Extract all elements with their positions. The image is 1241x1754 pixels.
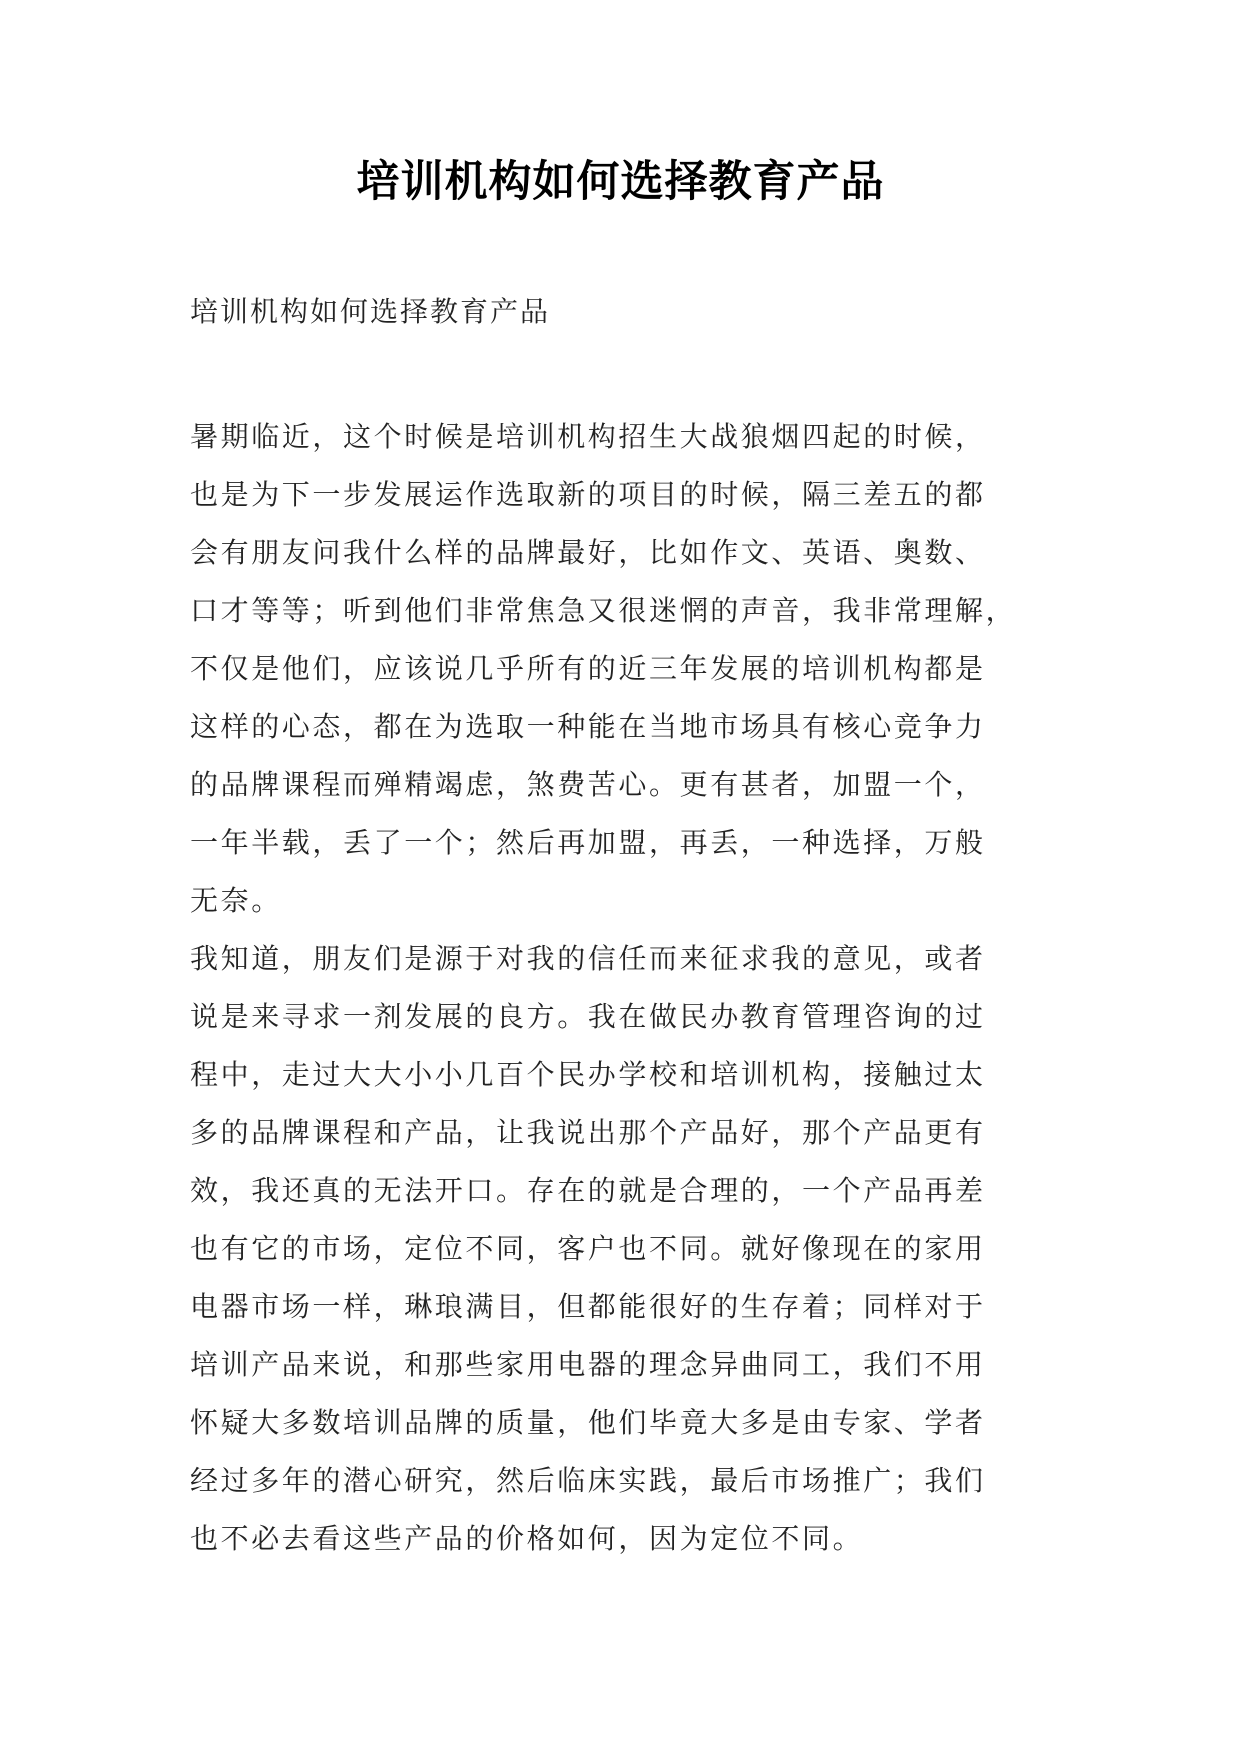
text-line: 电器市场一样，琳琅满目，但都能很好的生存着；同样对于 <box>190 1290 986 1323</box>
text-line: 无奈。 <box>190 884 282 917</box>
paragraph-2 <box>190 930 1070 1568</box>
text-line: 经过多年的潜心研究，然后临床实践，最后市场推广；我们 <box>190 1464 986 1497</box>
text-line: 培训产品来说，和那些家用电器的理念异曲同工，我们不用 <box>190 1348 986 1381</box>
document-body <box>190 408 1070 1568</box>
text-line: 程中，走过大大小小几百个民办学校和培训机构，接触过太 <box>190 1058 986 1091</box>
text-line: 一年半载，丢了一个；然后再加盟，再丢，一种选择，万般 <box>190 826 986 859</box>
text-line: 我知道，朋友们是源于对我的信任而来征求我的意见，或者 <box>190 942 986 975</box>
text-line: 怀疑大多数培训品牌的质量，他们毕竟大多是由专家、学者 <box>190 1406 986 1439</box>
text-line: 说是来寻求一剂发展的良方。我在做民办教育管理咨询的过 <box>190 1000 986 1033</box>
text-line: 也不必去看这些产品的价格如何，因为定位不同。 <box>190 1522 864 1555</box>
text-line: 也有它的市场，定位不同，客户也不同。就好像现在的家用 <box>190 1232 986 1265</box>
text-line: 不仅是他们，应该说几乎所有的近三年发展的培训机构都是 <box>190 652 986 685</box>
text-line: 这样的心态，都在为选取一种能在当地市场具有核心竞争力 <box>190 710 986 743</box>
paragraph-1 <box>190 408 1070 930</box>
text-line: 也是为下一步发展运作选取新的项目的时候，隔三差五的都 <box>190 478 986 511</box>
text-line: 效，我还真的无法开口。存在的就是合理的，一个产品再差 <box>190 1174 986 1207</box>
document-title: 培训机构如何选择教育产品 <box>356 157 885 207</box>
text-line: 口才等等；听到他们非常焦急又很迷惘的声音，我非常理解， <box>190 594 1017 627</box>
document-subtitle: 培训机构如何选择教育产品 <box>190 295 551 328</box>
text-line: 暑期临近，这个时候是培训机构招生大战狼烟四起的时候， <box>190 420 986 453</box>
text-line: 会有朋友问我什么样的品牌最好，比如作文、英语、奥数、 <box>190 536 986 569</box>
text-line: 多的品牌课程和产品，让我说出那个产品好，那个产品更有 <box>190 1116 986 1149</box>
text-line: 的品牌课程而殚精竭虑，煞费苦心。更有甚者，加盟一个， <box>190 768 986 801</box>
